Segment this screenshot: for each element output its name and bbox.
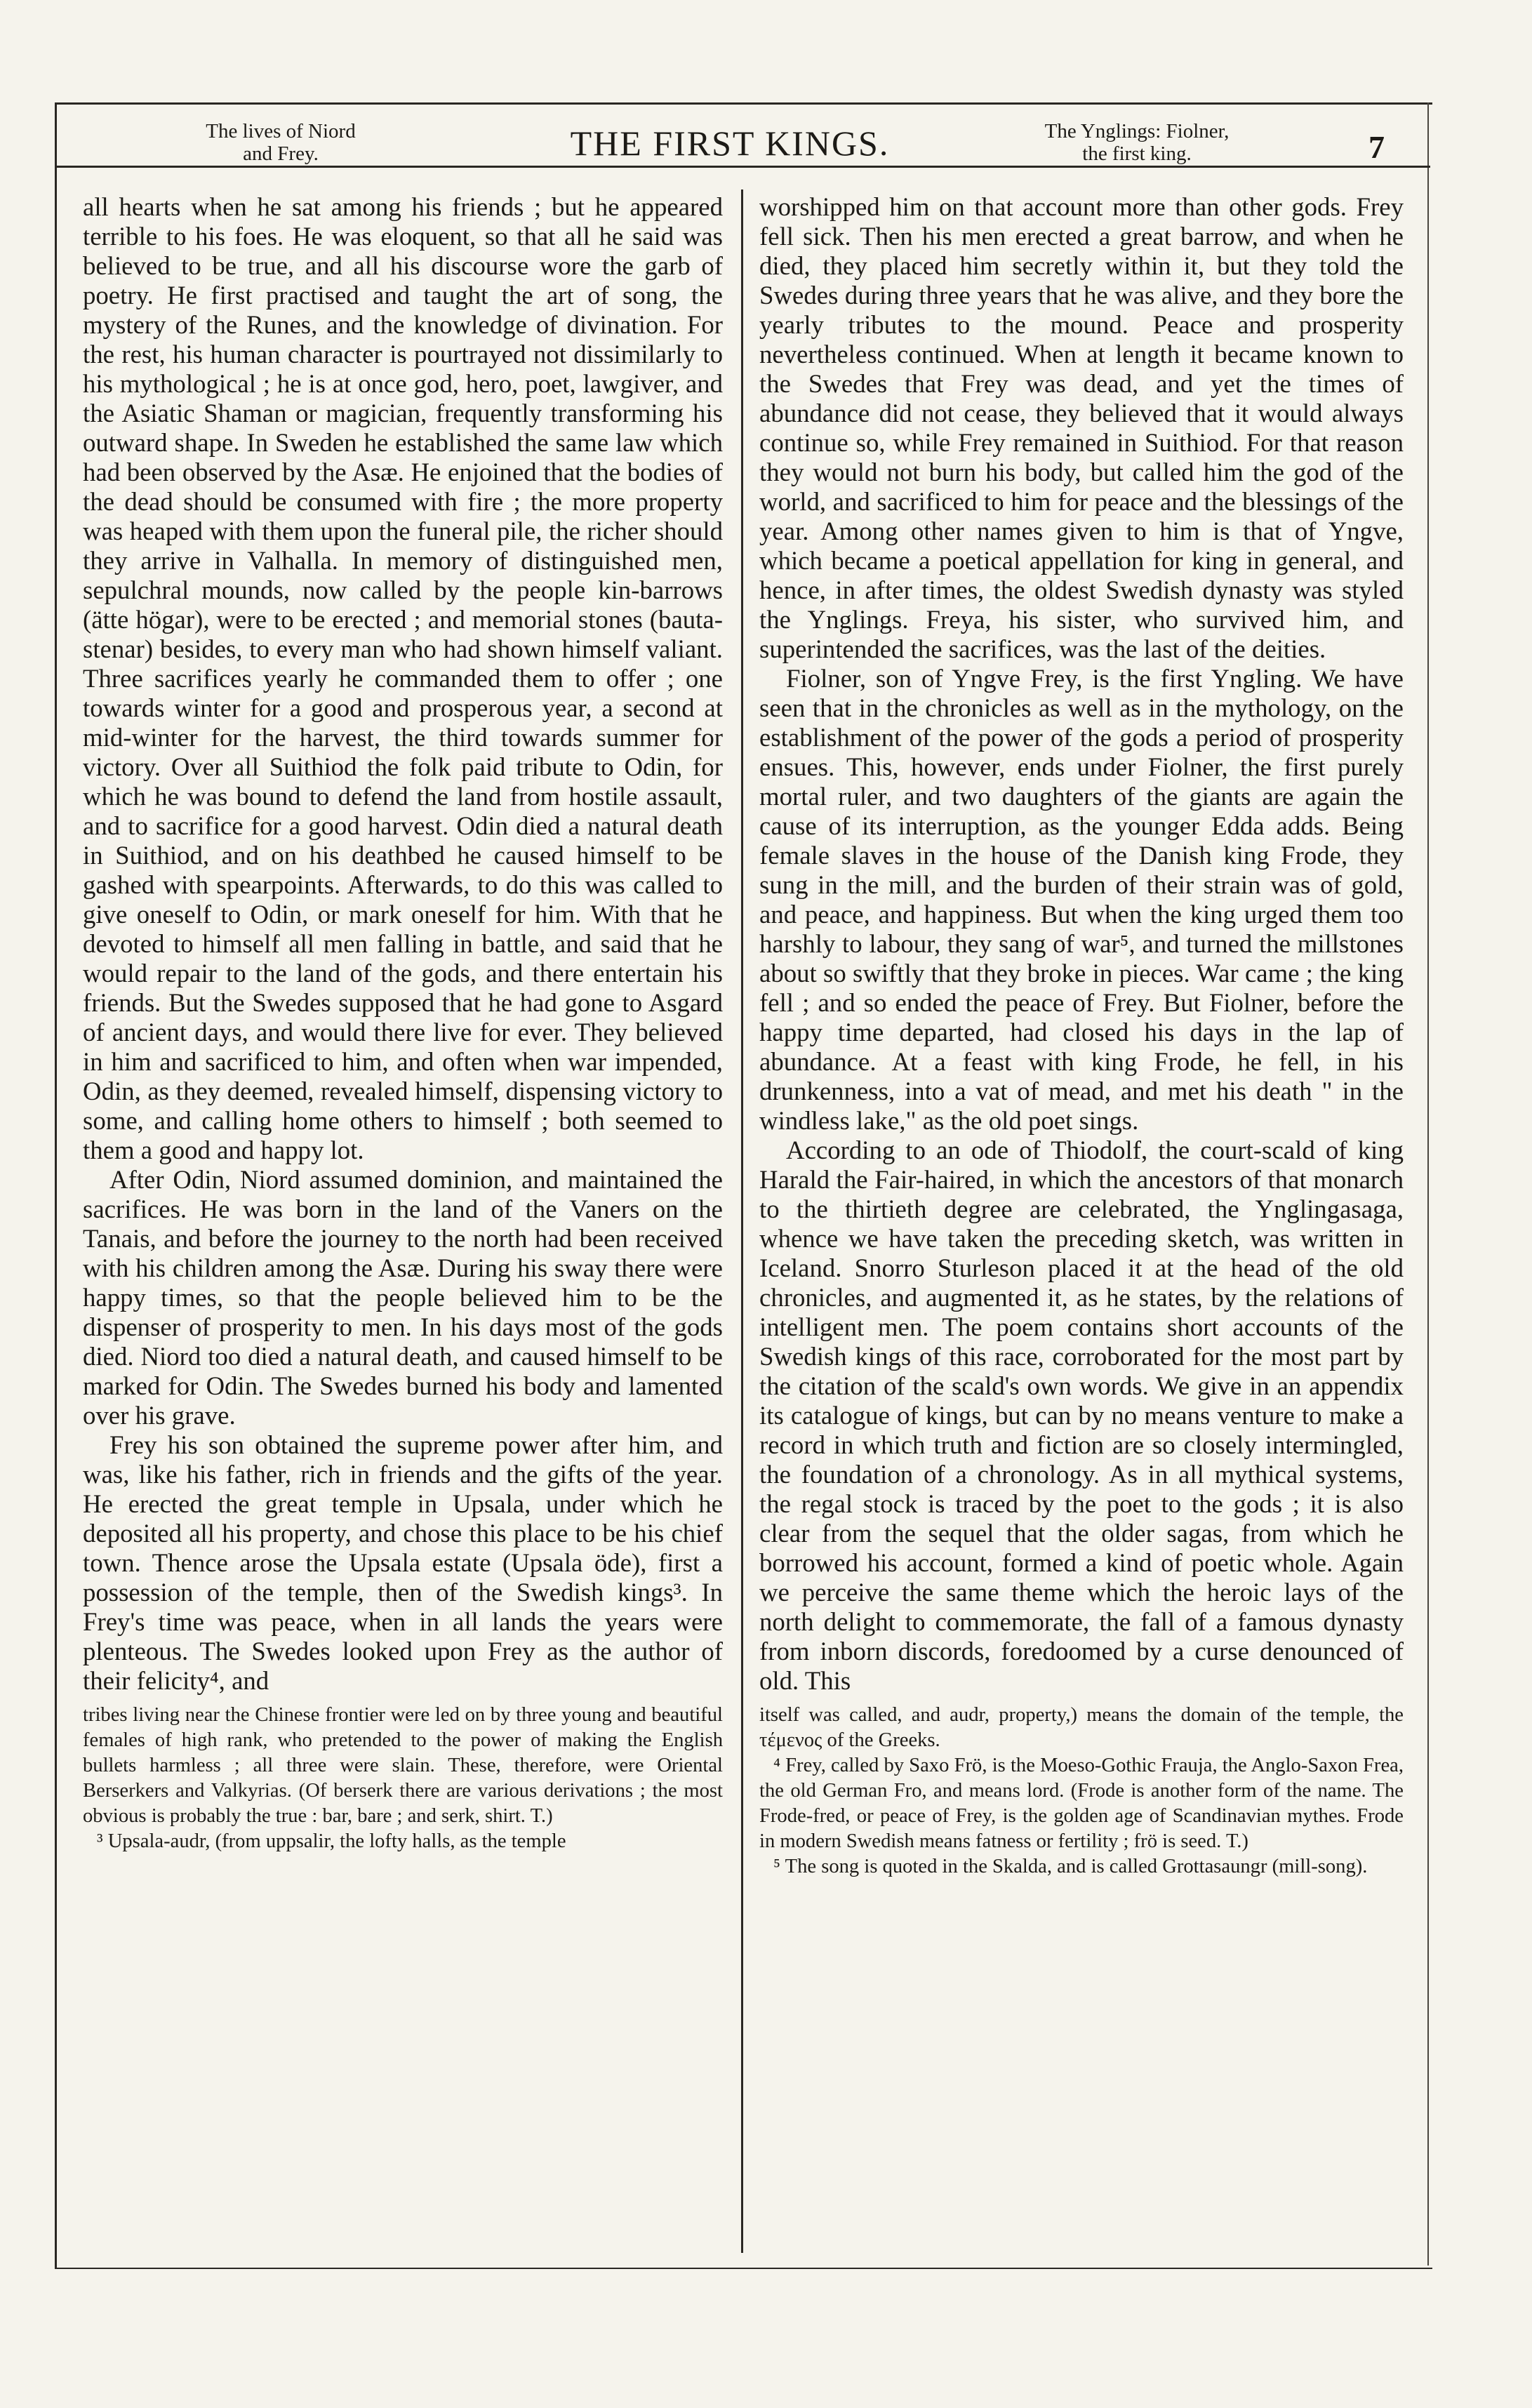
footnote: ⁴ Frey, called by Saxo Frö, is the Moeso-Gothic Frauja, the Anglo-Saxon Frea, the old German Fro, and means lord. (Frode is another form of the name. The Frode-fred, or peace of Frey, is the golden age of Scandinavian mythes. Frode in modern Swedish means fatness or fertility ; frö is seed. T.): [759, 1755, 1404, 1852]
footnote: ⁵ The song is quoted in the Skalda, and is called Grottasaungr (mill-song).: [773, 1856, 1368, 1877]
paragraph: all hearts when he sat among his friends ; but he appeared terrible to his foes. He was eloquent, so that all he said was believed to be true, and all his discourse wore the garb of poetry. He first practised and taught the art of song, the mystery of the Runes, and the knowledge of divination. For the rest, his human character is pourtrayed not dissimilarly to his mythological ; he is at once god, hero, poet, lawgiver, and the Asiatic Shaman or magician, frequently transforming his outward shape. In Sweden he established the same law which had been observed by the Asæ. He enjoined that the bodies of the dead should be consumed with fire ; the more property was heaped with them upon the funeral pile, the richer should they arrive in Valhalla. In memory of distinguished men, sepulchral mounds, now called by the people kin-barrows (ätte högar), were to be erected ; and memorial stones (bauta-stenar) besides, to every man who had shown himself valiant. Three sacrifices yearly he commanded them to offer ; one towards winter for a good and prosperous year, a second at mid-winter for the harvest, the third towards summer for victory. Over all Suithiod the folk paid tribute to Odin, for which he was bound to defend the land from hostile assault, and to sacrifice for a good harvest. Odin died a natural death in Suithiod, and on his deathbed he caused himself to be gashed with spearpoints. Afterwards, to do this was called to give oneself to Odin, or mark oneself for him. With that he devoted to himself all men falling in battle, and said that he would repair to the land of the gods, and there entertain his friends. But the Swedes supposed that he had gone to Asgard of ancient days, and would there live for ever. They believed in him and sacrificed to him, and often when war impended, Odin, as they deemed, revealed himself, dispensing victory to some, and calling home others to himself ; both seemed to them a good and happy lot.: [83, 192, 723, 1164]
footnote: ³ Upsala-audr, (from uppsalir, the lofty halls, as the temple: [97, 1830, 566, 1852]
paragraph: Fiolner, son of Yngve Frey, is the first Yngling. We have seen that in the chronicles as well as in the mythology, on the establishment of the power of the gods a period of prosperity ensues. This, however, ends under Fiolner, the first purely mortal ruler, and two daughters of the giants are again the cause of its interruption, as the younger Edda adds. Being female slaves in the house of the Danish king Frode, they sung in the mill, and the burden of their strain was of gold, and peace, and happiness. But when the king urged them too harshly to labour, they sang of war⁵, and turned the millstones about so swiftly that they broke in pieces. War came ; the king fell ; and so ended the peace of Frey. But Fiolner, before the happy time departed, had closed his days in the lap of abundance. At a feast with king Frode, he fell, in his drunkenness, into a vat of mead, and met his death " in the windless lake," as the old poet sings.: [759, 664, 1404, 1135]
paragraph: Frey his son obtained the supreme power after him, and was, like his father, rich in friends and the gifts of the year. He erected the great temple in Upsala, under which he deposited all his property, and chose this place to be his chief town. Thence arose the Upsala estate (Upsala öde), first a possession of the temple, then of the Swedish kings³. In Frey's time was peace, when in all lands the years were plenteous. The Swedes looked upon Frey as the author of their felicity⁴, and: [83, 1430, 723, 1695]
right-margin-rule: [1427, 102, 1429, 2266]
footnotes: [759, 1703, 1404, 1880]
left-column: [83, 192, 723, 1854]
running-head-left: The lives of Niord and Frey.: [206, 120, 356, 165]
paragraph: After Odin, Niord assumed dominion, and maintained the sacrifices. He was born in the land of the Vaners on the Tanais, and before the journey to the north had been received with his children among the Asæ. During his sway there were happy times, so that the people believed him to be the dispenser of prosperity to men. In his days most of the gods died. Niord too died a natural death, and caused himself to be marked for Odin. The Swedes burned his body and lamented over his grave.: [83, 1165, 723, 1430]
header-rule: [55, 166, 1430, 168]
column-divider: [741, 189, 743, 2253]
page-number: 7: [1368, 129, 1385, 165]
running-head: [161, 116, 1411, 165]
footnotes: [83, 1703, 723, 1854]
right-column: [759, 192, 1404, 1880]
running-head-title: THE FIRST KINGS.: [570, 124, 890, 163]
footnote: tribes living near the Chinese frontier were led on by three young and beautiful females of high rank, who pretended to the power of making the English bullets harmless ; all three were slain. These, therefore, were Oriental Berserkers and Valkyrias. (Of berserk there are various derivations ; the most obvious is probably the true : bar, bare ; and serk, shirt. T.): [83, 1704, 723, 1827]
footnote: itself was called, and audr, property,) means the domain of the temple, the τέμενος of the Greeks.: [759, 1704, 1404, 1751]
running-head-right: The Ynglings: Fiolner, the first king.: [1044, 120, 1230, 165]
paragraph: According to an ode of Thiodolf, the court-scald of king Harald the Fair-haired, in which the ancestors of that monarch to the thirtieth degree are celebrated, the Ynglingasaga, whence we have taken the preceding sketch, was written in Iceland. Snorro Sturleson placed it at the head of the old chronicles, and augmented it, as he states, by the relations of intelligent men. The poem contains short accounts of the Swedish kings of this race, corroborated for the most part by the citation of the scald's own words. We give in an appendix its catalogue of kings, but can by no means venture to make a record in which truth and fiction are so closely intermingled, the foundation of a chronology. As in all mythical systems, the regal stock is traced by the poet to the gods ; it is also clear from the sequel that the older sagas, from which he borrowed his account, formed a kind of poetic whole. Again we perceive the same theme which the heroic lays of the north delight to commemorate, the fall of a famous dynasty from inborn discords, foredoomed by a curse denounced of old. This: [759, 1136, 1404, 1695]
paragraph: worshipped him on that account more than other gods. Frey fell sick. Then his men erected a great barrow, and when he died, they placed him secretly within it, but they told the Swedes during three years that he was alive, and they bore the yearly tributes to the mound. Peace and prosperity nevertheless continued. When at length it became known to the Swedes that Frey was dead, and yet the times of abundance did not cease, they believed that it would always continue so, while Frey remained in Suithiod. For that reason they would not burn his body, but called him the god of the world, and sacrificed to him for peace and the blessings of the year. Among other names given to him is that of Yngve, which became a poetical appellation for king in general, and hence, in after times, the oldest Swedish dynasty was styled the Ynglings. Freya, his sister, who survived him, and superintended the sacrifices, was the last of the deities.: [759, 192, 1404, 663]
